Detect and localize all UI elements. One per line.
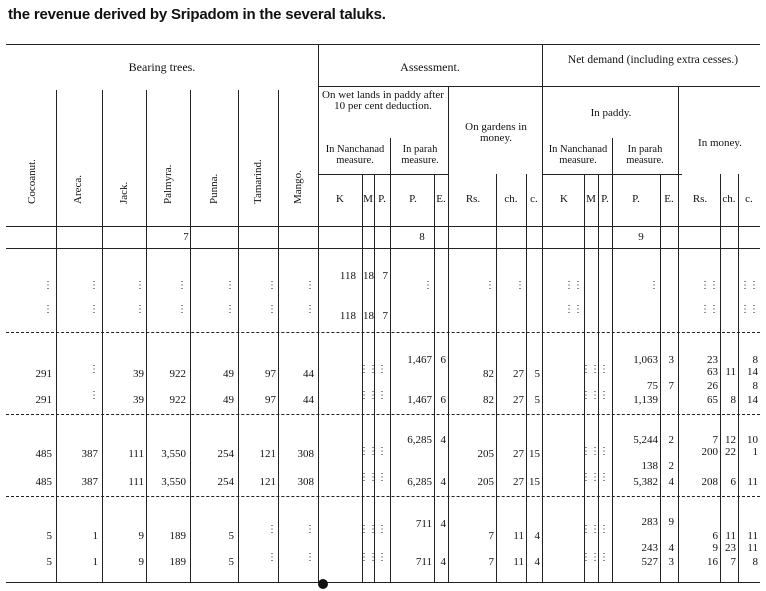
cell: 118 [339,270,356,282]
leader-dots: ⋮⋮⋮ [581,524,608,535]
cell: 922 [169,394,186,406]
cell: 7 [668,380,674,392]
cell: 6 [730,476,736,488]
paddy-header: In paddy. [590,107,632,119]
cell: 291 [35,368,52,380]
subcol-ch: ch. [504,193,518,205]
leader-dots: ⋮⋮⋮ [581,472,608,483]
leader-dots: ⋮ [225,280,234,291]
cell: 138 [641,460,658,472]
block-rule-3 [6,496,760,497]
leader-dots: ⋮⋮⋮ [581,364,608,375]
cell: 97 [265,368,276,380]
leader-dots: ⋮⋮⋮ [359,472,386,483]
cell: 26 [707,380,718,392]
cell: 8 [730,394,736,406]
cell: 121 [259,476,276,488]
cell: 3 [668,354,674,366]
leader-dots: ⋮ [177,304,186,315]
cell: 39 [133,394,144,406]
cell: 27 [513,368,524,380]
cell: 111 [128,476,144,488]
cell: 387 [81,448,98,460]
colnum-trees: 7 [183,231,189,243]
cell: 22 [725,446,736,458]
cell: 27 [513,476,524,488]
leader-dots: ⋮ [305,524,314,535]
cell: 5 [46,556,52,568]
col-rule [678,86,679,582]
col-rule [598,174,599,582]
cell: 189 [169,530,186,542]
cell: 7 [488,530,494,542]
col-rule [542,44,543,582]
nd-subcol-e: E. [664,193,674,205]
group-rule [318,86,760,87]
measure-rule [318,174,448,175]
nd-subcol-p: P. [601,193,609,205]
leader-dots: ⋮⋮ [700,280,718,291]
cell: 18 [363,310,374,322]
colnum-assessment: 8 [419,231,425,243]
page-caption: the revenue derived by Sripadom in the several taluks. [8,6,386,23]
money-subcol-rs: Rs. [692,193,708,205]
col-rule [278,90,279,582]
money-subcol-c: c. [745,193,753,205]
cell: 27 [513,448,524,460]
cell: 4 [668,542,674,554]
cell: 8 [752,380,758,392]
cell: 27 [513,394,524,406]
cell: 14 [747,366,758,378]
money-subcol-ch: ch. [722,193,736,205]
cell: 485 [35,448,52,460]
leader-dots: ⋮⋮ [740,280,758,291]
cell: 10 [747,434,758,446]
cell: 1,467 [407,394,432,406]
cell: 16 [707,556,718,568]
bearing-trees-header: Bearing trees. [128,60,196,74]
cell: 3,550 [161,476,186,488]
cell: 189 [169,556,186,568]
cell: 7 [382,310,388,322]
cell: 254 [217,448,234,460]
cell: 121 [259,448,276,460]
cell: 9 [712,542,718,554]
cell: 18 [363,270,374,282]
cell: 1 [752,446,758,458]
cell: 23 [725,542,736,554]
col-rule [362,174,363,582]
leader-dots: ⋮ [135,280,144,291]
leader-dots: ⋮ [43,304,52,315]
leader-dots: ⋮⋮⋮ [581,446,608,457]
leader-dots: ⋮ [649,280,658,291]
leader-dots: ⋮⋮ [564,280,582,291]
cell: 8 [752,556,758,568]
cell: 308 [297,448,314,460]
cell: 4 [668,476,674,488]
leader-dots: ⋮⋮⋮ [359,524,386,535]
leader-dots: ⋮ [89,390,98,401]
nd-subcol-k: K [560,193,568,205]
cell: 711 [415,518,432,530]
nd-subcol-m: M [586,193,596,205]
tree-col-palmyra: Palmyra. [162,164,174,204]
cell: 205 [477,476,494,488]
leader-dots: ⋮⋮⋮ [359,552,386,563]
nanchanad-header: In Nanchanad measure. [325,144,385,166]
leader-dots: ⋮ [485,280,494,291]
cell: 4 [534,530,540,542]
cell: 39 [133,368,144,380]
leader-dots: ⋮ [89,304,98,315]
leader-dots: ⋮⋮ [564,304,582,315]
cell: 11 [725,366,736,378]
cell: 5 [534,368,540,380]
leader-dots: ⋮ [89,280,98,291]
leader-dots: ⋮ [177,280,186,291]
cell: 14 [747,394,758,406]
cell: 5 [534,394,540,406]
cell: 11 [725,530,736,542]
cell: 254 [217,476,234,488]
header-bottom-rule [6,226,760,227]
col-rule [584,174,585,582]
cell: 44 [303,368,314,380]
block-rule-2 [6,414,760,415]
cell: 118 [339,310,356,322]
leader-dots: ⋮ [515,280,524,291]
cell: 11 [747,542,758,554]
col-rule [238,90,239,582]
cell: 11 [747,530,758,542]
cell: 63 [707,366,718,378]
subcol-rs: Rs. [465,193,481,205]
cell: 711 [415,556,432,568]
nd-subcol-parah-p: P. [632,193,640,205]
cell: 4 [440,434,446,446]
cell: 97 [265,394,276,406]
cell: 3,550 [161,448,186,460]
col-rule [390,138,391,582]
cell: 5 [228,556,234,568]
colnum-net-demand: 9 [638,231,644,243]
block-rule-1 [6,332,760,333]
tree-col-areca: Areca. [72,174,84,204]
parah-header: In parah measure. [401,144,439,166]
cell: 49 [223,368,234,380]
col-rule [56,90,57,582]
cell: 387 [81,476,98,488]
cell: 4 [534,556,540,568]
net-demand-header: Net demand (including extra cesses.) [567,54,739,66]
cell: 65 [707,394,718,406]
cell: 8 [752,354,758,366]
leader-dots: ⋮⋮ [740,304,758,315]
cell: 6 [440,354,446,366]
tree-col-tamarind: Tamarind. [252,159,264,204]
cell: 9 [138,530,144,542]
money-header: In money. [698,137,742,149]
cell: 9 [668,516,674,528]
col-rule [146,90,147,582]
cell: 15 [529,448,540,460]
cell: 1,063 [633,354,658,366]
cell: 2 [668,460,674,472]
cell: 291 [35,394,52,406]
cell: 9 [138,556,144,568]
cell: 7 [382,270,388,282]
cell: 82 [483,368,494,380]
cell: 2 [668,434,674,446]
cell: 7 [730,556,736,568]
cell: 5 [228,530,234,542]
cell: 15 [529,476,540,488]
leader-dots: ⋮ [267,524,276,535]
cell: 82 [483,394,494,406]
col-rule [374,174,375,582]
subcol-e: E. [436,193,446,205]
cell: 23 [707,354,718,366]
cell: 6,285 [407,476,432,488]
cell: 44 [303,394,314,406]
wet-lands-header: On wet lands in paddy after 10 per cent deduction. [322,89,444,112]
subcol-parah-p: P. [409,193,417,205]
cell: 205 [477,448,494,460]
cell: 1,139 [633,394,658,406]
cell: 75 [647,380,658,392]
assessment-header: Assessment. [400,60,460,74]
col-rule [318,44,319,582]
cell: 11 [747,476,758,488]
col-rule [738,174,739,582]
cell: 308 [297,476,314,488]
subcol-p: P. [378,193,386,205]
col-rule [102,90,103,582]
leader-dots: ⋮ [305,304,314,315]
subcol-m: M [363,193,373,205]
leader-dots: ⋮ [89,364,98,375]
leader-dots: ⋮ [267,280,276,291]
cell: 243 [641,542,658,554]
col-rule [720,174,721,582]
cell: 485 [35,476,52,488]
colnum-rule [6,248,760,249]
col-rule [448,86,449,582]
cell: 4 [440,556,446,568]
revenue-table [6,44,760,584]
leader-dots: ⋮ [135,304,144,315]
cell: 1 [92,556,98,568]
cell: 5 [46,530,52,542]
cell: 11 [513,530,524,542]
bottom-rule [6,582,760,583]
cell: 5,244 [633,434,658,446]
gardens-header: On gardens in money. [465,121,527,144]
cell: 11 [513,556,524,568]
leader-dots: ⋮ [305,552,314,563]
col-rule [190,90,191,582]
cell: 6 [712,530,718,542]
leader-dots: ⋮ [267,304,276,315]
cell: 922 [169,368,186,380]
top-rule [6,44,760,45]
cell: 1 [92,530,98,542]
cell: 6,285 [407,434,432,446]
cell: 4 [440,518,446,530]
nd-parah-header: In parah measure. [626,144,664,166]
cell: 283 [641,516,658,528]
cell: 200 [701,446,718,458]
cell: 7 [712,434,718,446]
leader-dots: ⋮⋮ [700,304,718,315]
cell: 3 [668,556,674,568]
cell: 1,467 [407,354,432,366]
cell: 111 [128,448,144,460]
leader-dots: ⋮⋮⋮ [581,552,608,563]
cell: 49 [223,394,234,406]
cell: 527 [641,556,658,568]
cell: 208 [701,476,718,488]
leader-dots: ⋮⋮⋮ [359,364,386,375]
leader-dots: ⋮ [225,304,234,315]
leader-dots: ⋮⋮⋮ [581,390,608,401]
tree-col-jack: Jack. [118,181,130,204]
cell: 6 [440,394,446,406]
cell: 12 [725,434,736,446]
leader-dots: ⋮ [43,280,52,291]
nd-nanchanad-header: In Nanchanad measure. [548,144,608,166]
leader-dots: ⋮⋮⋮ [359,446,386,457]
tree-col-punna: Punna. [208,173,220,204]
cell: 7 [488,556,494,568]
cell: 5,382 [633,476,658,488]
tree-col-mango: Mango. [292,170,304,204]
leader-dots: ⋮ [305,280,314,291]
leader-dots: ⋮⋮⋮ [359,390,386,401]
tree-col-cocoanut: Cocoanut. [26,159,38,204]
cell: 4 [440,476,446,488]
leader-dots: ⋮ [423,280,432,291]
subcol-k: K [336,193,344,205]
subcol-c: c. [530,193,538,205]
leader-dots: ⋮ [267,552,276,563]
ink-blot [318,579,328,589]
